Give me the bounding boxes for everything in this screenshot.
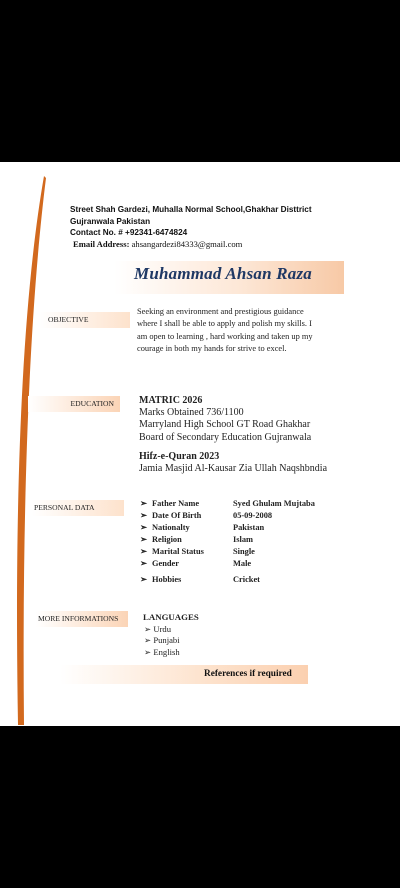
bullet-arrow-icon: ➢ — [140, 535, 148, 544]
personal-value: Single — [233, 547, 255, 556]
email-row — [70, 239, 312, 251]
matric-marks: Marks Obtained 736/1100 — [139, 407, 244, 419]
objective-line: Seeking an environment and prestigious guidance — [137, 307, 304, 316]
objective-line: am open to learning , hard working and taken up my — [137, 331, 313, 341]
objective-line: courage in both my hands for strive to excel. — [137, 343, 287, 353]
language-item: ➢ Urdu — [144, 624, 172, 634]
candidate-name: Muhammad Ahsan Raza — [134, 264, 312, 283]
email-label: Email Address: — [73, 238, 130, 249]
references-text: References if required — [204, 669, 292, 679]
language-item: ➢ Punjabi — [144, 635, 180, 646]
bullet-arrow-icon: ➢ — [140, 523, 148, 532]
hifz-institute: Jamia Masjid Al-Kausar Zia Ullah Naqshbndia — [139, 463, 328, 475]
section-label-more: MORE INFORMATIONS — [36, 611, 128, 627]
personal-key: Father Name — [152, 499, 200, 508]
contact-block — [70, 204, 312, 250]
language-item: ➢ English — [144, 646, 180, 657]
hifz-title: Hifz-e-Quran 2023 — [139, 450, 220, 462]
matric-title: MATRIC 2026 — [139, 395, 203, 406]
objective-text — [137, 306, 342, 355]
bullet-arrow-icon: ➢ — [140, 559, 148, 568]
contact-number: Contact No. # +92341-6474824 — [70, 228, 188, 238]
personal-key: Hobbies — [152, 575, 182, 584]
education-block — [139, 395, 327, 475]
personal-value: Islam — [233, 535, 254, 544]
personal-key: Gender — [152, 559, 179, 568]
personal-key: Nationalty — [152, 523, 190, 532]
personal-value: Syed Ghulam Mujtaba — [233, 499, 315, 508]
bullet-arrow-icon: ➢ — [140, 575, 148, 584]
address-line-1: Street Shah Gardezi, Muhalla Normal School,Ghakhar Disttrict — [70, 205, 312, 214]
bullet-arrow-icon: ➢ — [144, 624, 152, 634]
languages-title: LANGUAGES — [143, 612, 199, 622]
matric-school: Marryland High School GT Road Ghakhar — [139, 419, 311, 431]
bullet-arrow-icon: ➢ — [144, 646, 152, 657]
address-line-2: Gujranwala Pakistan — [70, 216, 151, 226]
languages-block — [143, 612, 199, 658]
objective-line: where I shall be able to apply and polish my skills. I — [137, 319, 312, 329]
personal-value: Pakistan — [233, 523, 265, 532]
section-label-personal: PERSONAL DATA — [32, 500, 124, 516]
section-label-objective: OBJECTIVE — [40, 312, 130, 328]
decorative-swoosh — [0, 162, 60, 726]
personal-value: Male — [233, 559, 252, 568]
bullet-arrow-icon: ➢ — [144, 635, 152, 646]
section-label-education: EDUCATION — [28, 396, 120, 412]
personal-key: Marital Status — [152, 547, 204, 556]
personal-value: Cricket — [233, 575, 260, 584]
personal-value: 05-09-2008 — [233, 511, 273, 520]
personal-key: Date Of Birth — [152, 511, 202, 520]
resume-page — [0, 162, 400, 726]
bullet-arrow-icon: ➢ — [140, 547, 148, 556]
bullet-arrow-icon: ➢ — [140, 511, 148, 520]
personal-key: Religion — [152, 535, 182, 544]
email-address: ahsangardezi84333@gmail.com — [131, 238, 243, 249]
matric-board: Board of Secondary Education Gujranwala — [139, 431, 312, 443]
bullet-arrow-icon: ➢ — [140, 499, 148, 508]
